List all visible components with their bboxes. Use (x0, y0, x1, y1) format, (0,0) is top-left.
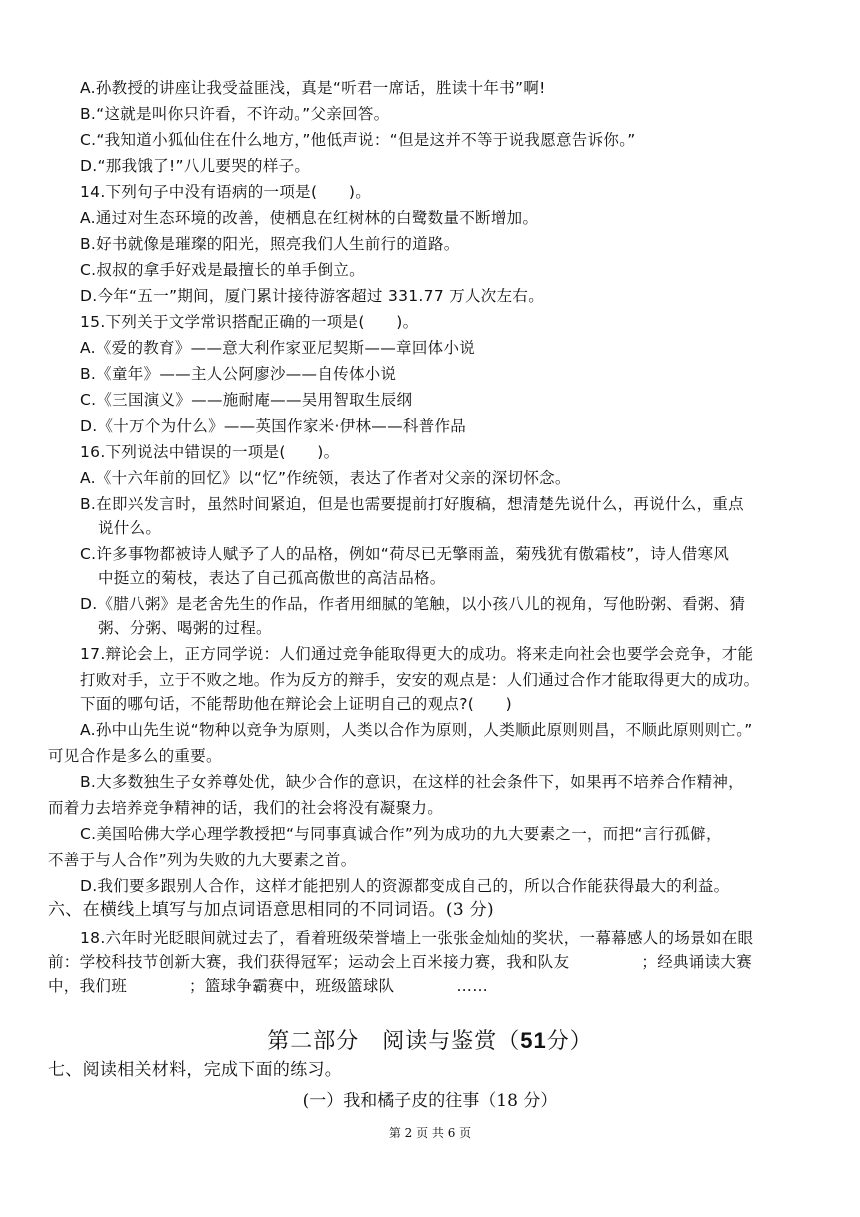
section-7-title: 七、阅读相关材料，完成下面的练习。 (48, 1060, 343, 1080)
q16-option-b-line1: B.在即兴发言时，虽然时间紧迫，但是也需要提前打好腹稿，想清楚先说什么，再说什么，重点 (80, 495, 744, 513)
q17-option-a-line2: 可见合作是多么的重要。 (48, 747, 222, 765)
q16-option-c-line1: C.许多事物都被诗人赋予了人的品格，例如“荷尽已无擎雨盖，菊残犹有傲霜枝”，诗人借寒风 (80, 545, 730, 563)
q18-line2 (48, 952, 752, 972)
q18-line3-ellipsis: …… (456, 977, 489, 995)
page-footer: 第 2 页 共 6 页 (388, 1126, 472, 1140)
q17-stem-line1: 17.辩论会上，正方同学说：人们通过竞争能取得更大的成功。将来走向社会也要学会竞争，才能 (80, 645, 754, 663)
q16-option-d-line2: 粥、分粥、喝粥的过程。 (98, 619, 272, 637)
q16-stem: 16.下列说法中错误的一项是( )。 (80, 443, 340, 461)
section-7-subtitle: (一）我和橘子皮的往事（18 分） (302, 1091, 558, 1111)
q14-stem: 14.下列句子中没有语病的一项是( )。 (80, 183, 372, 201)
q13-option-d: D.“那我饿了!”八儿要哭的样子。 (80, 157, 311, 175)
q15-option-b: B.《童年》——主人公阿廖沙——自传体小说 (80, 365, 397, 383)
part-2-score: 51 (520, 1028, 547, 1053)
q17-option-c-line2: 不善于与人合作”列为失败的九大要素之首。 (48, 851, 357, 869)
q14-option-a: A.通过对生态环境的改善，使栖息在红树林的白鹭数量不断增加。 (80, 209, 539, 227)
q18-line3-text-a: 中，我们班 (48, 977, 128, 995)
q18-line3 (48, 976, 488, 996)
q17-option-b-line1: B.大多数独生子女养尊处优，缺少合作的意识，在这样的社会条件下，如果再不培养合作精神， (80, 773, 744, 791)
q17-stem-line3: 下面的哪句话，不能帮助他在辩论会上证明自己的观点?( ) (80, 695, 513, 713)
q17-option-a-line1: A.孙中山先生说“物种以竞争为原则，人类以合作为原则，人类顺此原则则昌，不顺此原则则亡。” (80, 721, 753, 739)
q13-option-c: C.“我知道小狐仙住在什么地方，”他低声说：“但是这并不等于说我愿意告诉你。” (80, 131, 636, 149)
q16-option-d-line1: D.《腊八粥》是老舍先生的作品，作者用细腻的笔触，以小孩八儿的视角，写他盼粥、看粥、猜 (80, 595, 746, 613)
part-2-title-a: 第二部分 阅读与鉴赏（ (267, 1029, 521, 1054)
section-6-title: 六、在横线上填写与加点词语意思相同的不同词语。(3 分) (48, 900, 494, 920)
q15-stem: 15.下列关于文学常识搭配正确的一项是( )。 (80, 313, 419, 331)
q17-stem-line2: 打败对手，立于不败之地。作为反方的辩手，安安的观点是：人们通过合作才能取得更大的成功。 (80, 671, 760, 689)
part-2-title-b: 分） (546, 1029, 593, 1054)
q14-option-d: D.今年“五一”期间，厦门累计接待游客超过 331.77 万人次左右。 (80, 287, 545, 305)
q13-option-a: A.孙教授的讲座让我受益匪浅，真是“听君一席话，胜读十年书”啊! (80, 79, 546, 97)
q18-line2-text-a: 前：学校科技节创新大赛，我们获得冠军；运动会上百米接力赛，我和队友 (48, 953, 570, 971)
q15-option-d: D.《十万个为什么》——英国作家米·伊林——科普作品 (80, 417, 467, 435)
q17-option-b-line2: 而着力去培养竞争精神的话，我们的社会将没有凝聚力。 (48, 799, 444, 817)
q18-line2-text-b: ；经典诵读大赛 (641, 953, 753, 971)
q16-option-a: A.《十六年前的回忆》以“忆”作统领，表达了作者对父亲的深切怀念。 (80, 469, 571, 487)
q17-option-c-line1: C.美国哈佛大学心理学教授把“与同事真诚合作”列为成功的九大要素之一，而把“言行孤僻， (80, 825, 722, 843)
part-2-title (0, 1024, 860, 1055)
q15-option-a: A.《爱的教育》——意大利作家亚尼契斯——章回体小说 (80, 339, 476, 357)
q18-line1: 18.六年时光眨眼间就过去了，看着班级荣誉墙上一张张金灿灿的奖状，一幕幕感人的场景如在眼 (80, 929, 754, 947)
q16-option-c-line2: 中挺立的菊枝，表达了自己孤高傲世的高洁品格。 (98, 569, 446, 587)
q13-option-b: B.“这就是叫你只许看，不许动。”父亲回答。 (80, 105, 390, 123)
q15-option-c: C.《三国演义》——施耐庵——吴用智取生辰纲 (80, 391, 413, 409)
q16-option-b-line2: 说什么。 (98, 519, 162, 537)
q17-option-d: D.我们要多跟别人合作，这样才能把别人的资源都变成自己的，所以合作能获得最大的利益。 (80, 877, 730, 895)
q14-option-c: C.叔叔的拿手好戏是最擅长的单手倒立。 (80, 261, 365, 279)
q14-option-b: B.好书就像是璀璨的阳光，照亮我们人生前行的道路。 (80, 235, 460, 253)
q18-line3-text-b: ；篮球争霸赛中，班级篮球队 (189, 977, 395, 995)
